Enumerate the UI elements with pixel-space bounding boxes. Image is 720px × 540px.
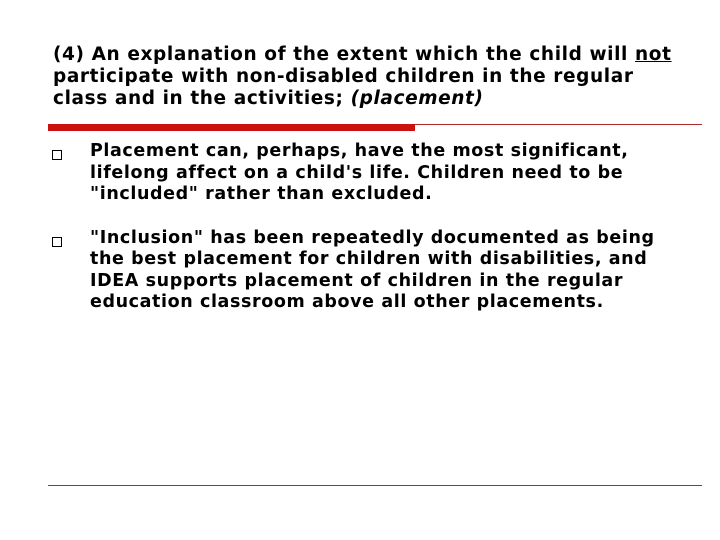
bullet-text: Placement can, perhaps, have the most significant, lifelong affect on a child's life. Children need to be "included" rather than excluded. (90, 141, 629, 204)
title-middle: participate with non-disabled children in the regular class and in the activities; (53, 66, 634, 109)
bullet-square-icon (52, 237, 62, 247)
title-underlined-word: not (635, 44, 672, 65)
footer-divider (48, 485, 702, 486)
bullet-square-icon (52, 150, 62, 160)
slide-title (53, 44, 693, 110)
bullet-list (52, 141, 672, 336)
bullet-text: "Inclusion" has been repeatedly documented as being the best placement for children with disabilities, and IDEA supports placement of children in the regular education classroom above all other placements. (90, 227, 655, 312)
bullet-item (52, 141, 672, 206)
title-accent-bar (48, 124, 415, 131)
title-prefix: (4) An explanation of the extent which the child will (53, 44, 636, 65)
title-italic-tag: (placement) (350, 88, 484, 109)
bullet-item (52, 228, 672, 314)
